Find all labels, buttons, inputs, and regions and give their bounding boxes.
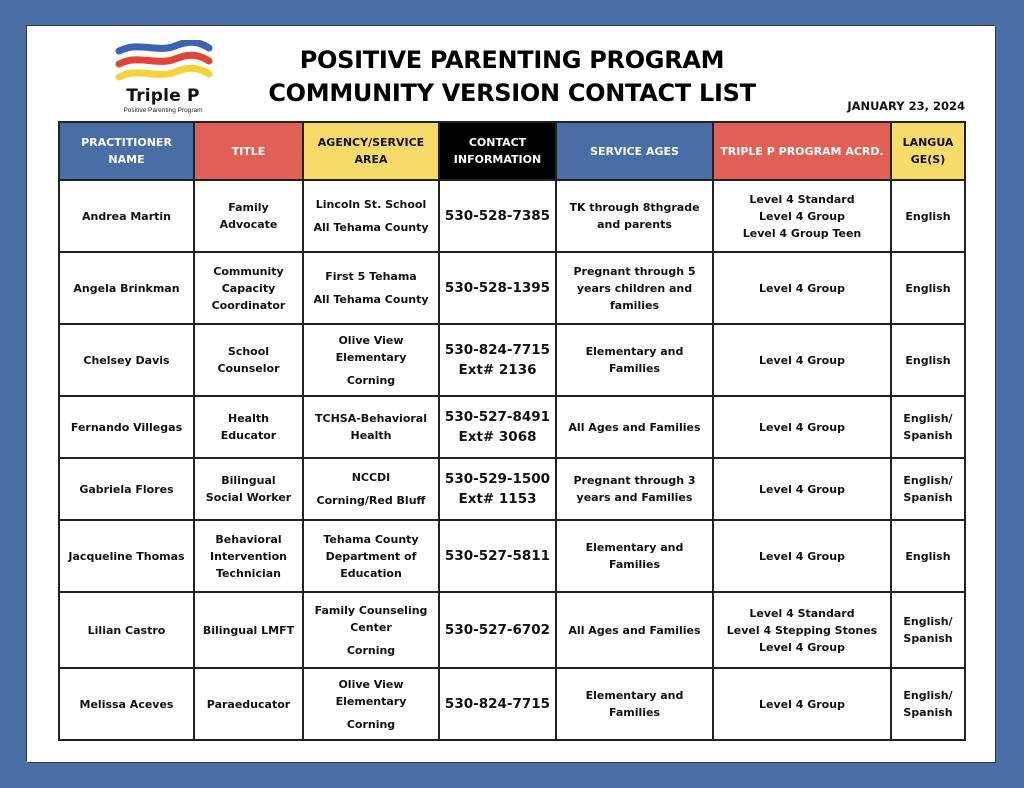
service-ages-line: families [610,298,659,312]
agency-line: Education [340,566,402,580]
title-cell [194,458,303,520]
program-accreditation: Level 4 Group [759,353,845,367]
column-header-title [194,122,303,180]
language-line: English [905,281,951,295]
program-cell [713,458,891,520]
column-header-label: AREA [354,153,388,166]
column-header-service-ages [556,122,713,180]
title-cell [194,180,303,252]
practitioner-name: Lilian Castro [87,623,166,637]
table-row [59,180,965,252]
program-accreditation: Level 4 Group [759,482,845,496]
service-ages-line: All Ages and Families [568,623,701,637]
service-ages-line: Elementary and [585,345,684,358]
contact-cell [439,668,556,740]
language-line: English [905,209,951,223]
job-title-line: Behavioral [215,532,282,546]
service-ages-cell [556,252,713,324]
phone-number[interactable]: 530-824-7715 [444,342,551,358]
column-header-label: LANGUA [902,136,954,149]
title-cell [194,396,303,458]
agency-line: Center [350,620,392,634]
practitioner-name-cell [59,458,194,520]
language-line: Spanish [903,429,953,442]
practitioner-name: Angela Brinkman [73,281,180,295]
language-line: English/ [903,615,953,628]
program-cell [713,180,891,252]
practitioner-name-cell [59,592,194,668]
program-accreditation: Level 4 Group Teen [742,226,862,240]
agency-cell [303,520,439,592]
table-row [59,324,965,396]
service-ages-line: years and Families [576,491,693,504]
contact-table [58,121,966,741]
column-header-label: NAME [108,153,145,166]
program-cell [713,324,891,396]
language-line: English/ [903,412,953,425]
practitioner-name-cell [59,252,194,324]
logo-title: Triple P [126,86,200,106]
job-title-line: Intervention [210,549,287,563]
title-cell [194,668,303,740]
languages-cell [891,520,965,592]
language-line: Spanish [903,632,953,645]
phone-number[interactable]: 530-527-6702 [444,622,551,638]
program-accreditation: Level 4 Standard [749,606,855,620]
column-header-contact-information [439,122,556,180]
service-area: All Tehama County [313,293,429,306]
language-line: Spanish [903,706,953,719]
column-header-label: CONTACT [468,136,527,149]
program-cell [713,396,891,458]
program-accreditation: Level 4 Group [759,420,845,434]
agency-cell [303,180,439,252]
service-ages-cell [556,180,713,252]
practitioner-name-cell [59,324,194,396]
contact-cell [439,324,556,396]
service-ages-cell [556,668,713,740]
job-title-line: Capacity [221,281,276,295]
phone-number[interactable]: 530-528-1395 [444,280,551,296]
contact-cell [439,458,556,520]
program-cell [713,592,891,668]
agency-line: TCHSA-Behavioral [315,412,427,425]
column-header-label: INFORMATION [453,153,542,166]
program-cell [713,520,891,592]
languages-cell [891,668,965,740]
table-row [59,396,965,458]
service-ages-line: Families [608,706,661,719]
phone-extension: Ext# 2136 [458,362,537,378]
service-ages-line: Pregnant through 5 [573,264,696,278]
title-cell [194,592,303,668]
column-header-label: GE(S) [910,153,946,166]
agency-line: Olive View [338,333,404,347]
service-ages-cell [556,458,713,520]
program-accreditation: Level 4 Group [759,209,845,223]
agency-line: First 5 Tehama [325,270,417,283]
languages-cell [891,180,965,252]
contact-cell [439,252,556,324]
agency-line: Family Counseling [314,603,428,617]
program-accreditation: Level 4 Standard [749,192,855,206]
service-area: Corning [346,373,396,387]
column-header-label: SERVICE AGES [590,144,679,158]
job-title-line: Technician [215,566,281,580]
job-title-line: Bilingual LMFT [202,623,295,637]
language-line: English/ [903,689,953,702]
phone-number[interactable]: 530-824-7715 [444,696,551,712]
triple-p-logo [113,40,213,116]
phone-number[interactable]: 530-528-7385 [444,208,551,224]
languages-cell [891,252,965,324]
job-title-line: Educator [220,429,277,442]
practitioner-name-cell [59,180,194,252]
column-header-agency-service-area [303,122,439,180]
logo-tagline: Positive Parenting Program [123,107,203,114]
table-row [59,252,965,324]
job-title-line: Social Worker [205,491,292,504]
contact-cell [439,396,556,458]
column-header-label: TRIPLE P PROGRAM ACRD. [720,144,884,158]
phone-extension: Ext# 1153 [458,491,537,507]
job-title-line: Advocate [219,218,278,231]
job-title-line: Community [213,264,284,278]
program-accreditation: Level 4 Group [759,549,845,563]
contact-cell [439,592,556,668]
phone-number[interactable]: 530-529-1500 [444,471,551,487]
agency-cell [303,396,439,458]
wave-stripes-icon [113,40,213,86]
service-ages-line: Pregnant through 3 [573,474,696,487]
agency-line: NCCDI [351,471,391,484]
contact-cell [439,180,556,252]
table-row [59,668,965,740]
program-accreditation: Level 4 Group [759,281,845,295]
service-ages-cell [556,324,713,396]
title-line-1: POSITIVE PARENTING PROGRAM [299,46,725,74]
title-cell [194,252,303,324]
service-ages-line: TK through 8thgrade [569,201,700,214]
service-ages-line: Families [608,362,661,375]
document-date: JANUARY 23, 2024 [847,99,965,113]
service-area: All Tehama County [313,221,429,234]
agency-cell [303,252,439,324]
column-header-label: TITLE [231,144,266,158]
job-title-line: School [227,345,270,358]
job-title-line: Paraeducator [206,697,291,711]
service-ages-line: Families [608,558,661,571]
table-header-row [59,122,965,180]
column-header-program-accreditation [713,122,891,180]
agency-cell [303,324,439,396]
service-area: Corning [346,643,396,657]
document-page [27,26,995,762]
title-line-2: COMMUNITY VERSION CONTACT LIST [268,79,756,107]
practitioner-name: Jacqueline Thomas [68,549,185,563]
phone-extension: Ext# 3068 [458,429,537,445]
program-accreditation: Level 4 Group [759,640,845,654]
service-area: Corning [346,717,396,731]
agency-cell [303,458,439,520]
language-line: English/ [903,474,953,487]
agency-cell [303,668,439,740]
agency-line: Health [350,429,392,442]
service-ages-line: years children and [576,281,693,295]
service-ages-line: Elementary and [585,541,684,554]
practitioner-name: Gabriela Flores [79,482,174,496]
practitioner-name: Melissa Aceves [79,697,174,711]
agency-line: Elementary [335,694,407,708]
phone-number[interactable]: 530-527-8491 [444,409,551,425]
column-header-languages [891,122,965,180]
job-title-line: Family [228,201,269,214]
agency-line: Olive View [338,677,404,691]
language-line: English [905,549,951,563]
page-title [247,44,777,110]
service-ages-cell [556,592,713,668]
service-ages-cell [556,520,713,592]
program-accreditation: Level 4 Group [759,697,845,711]
program-cell [713,668,891,740]
column-header-label: AGENCY/SERVICE [317,136,425,149]
title-cell [194,520,303,592]
agency-line: Tehama County [323,532,419,546]
language-line: English [905,353,951,367]
job-title-line: Bilingual [221,474,276,487]
practitioner-name-cell [59,668,194,740]
language-line: Spanish [903,491,953,504]
languages-cell [891,458,965,520]
table-row [59,592,965,668]
languages-cell [891,324,965,396]
table-row [59,458,965,520]
column-header-label: PRACTITIONER [81,136,172,149]
agency-line: Elementary [335,350,407,364]
agency-cell [303,592,439,668]
program-accreditation: Level 4 Stepping Stones [726,623,878,637]
table-row [59,520,965,592]
program-cell [713,252,891,324]
practitioner-name-cell [59,520,194,592]
languages-cell [891,396,965,458]
contact-cell [439,520,556,592]
title-cell [194,324,303,396]
agency-line: Lincoln St. School [315,198,427,211]
column-header-practitioner-name [59,122,194,180]
languages-cell [891,592,965,668]
practitioner-name-cell [59,396,194,458]
practitioner-name: Fernando Villegas [70,420,183,434]
service-ages-line: and parents [597,218,672,231]
table-body [59,180,965,740]
practitioner-name: Chelsey Davis [83,353,170,367]
service-ages-line: All Ages and Families [568,420,701,434]
service-ages-cell [556,396,713,458]
service-ages-line: Elementary and [585,689,684,702]
practitioner-name: Andrea Martin [81,209,171,223]
service-area: Corning/Red Bluff [316,494,426,507]
job-title-line: Coordinator [211,298,286,312]
agency-line: Department of [325,549,417,563]
phone-number[interactable]: 530-527-5811 [444,548,551,564]
job-title-line: Counselor [217,362,280,375]
job-title-line: Health [228,412,269,425]
